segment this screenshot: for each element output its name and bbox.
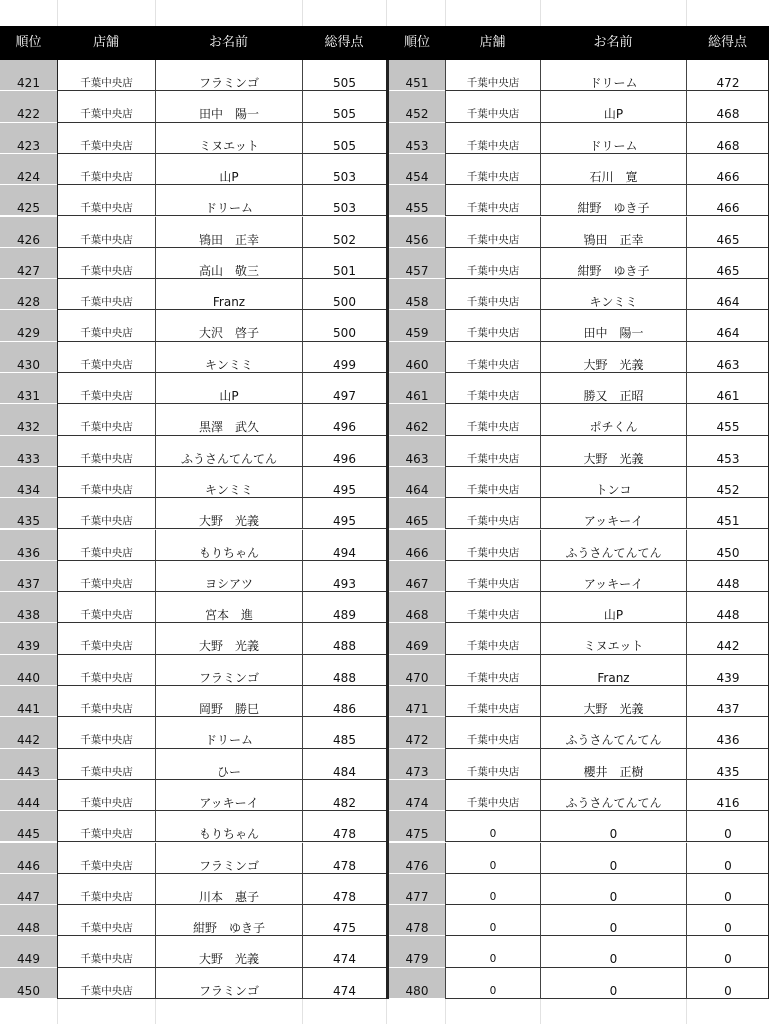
- store-cell: 千葉中央店: [57, 717, 155, 748]
- store-cell: 千葉中央店: [445, 749, 540, 780]
- name-cell: キンミミ: [155, 342, 302, 373]
- name-cell: 宮本 進: [155, 592, 302, 623]
- score-cell: 482: [302, 780, 386, 811]
- table-row: [0, 279, 769, 310]
- score-cell: 0: [686, 968, 769, 999]
- store-cell: 千葉中央店: [57, 780, 155, 811]
- score-cell: 466: [686, 185, 769, 216]
- score-cell: 466: [686, 154, 769, 185]
- rank-cell: 446: [0, 843, 57, 874]
- rank-cell: 437: [0, 561, 57, 592]
- store-cell: 千葉中央店: [57, 623, 155, 654]
- name-cell: 山P: [540, 91, 686, 122]
- rank-cell: 431: [0, 373, 57, 404]
- score-cell: 0: [686, 936, 769, 967]
- store-cell: 0: [445, 874, 540, 905]
- store-cell: 千葉中央店: [57, 436, 155, 467]
- rank-cell: 461: [389, 373, 445, 404]
- table-row: [0, 248, 769, 279]
- score-cell: 465: [686, 248, 769, 279]
- score-cell: 505: [302, 60, 386, 91]
- name-cell: 山P: [155, 154, 302, 185]
- store-cell: 千葉中央店: [445, 373, 540, 404]
- header-score: 総得点: [707, 35, 747, 50]
- rank-cell: 438: [0, 592, 57, 623]
- score-cell: 451: [686, 498, 769, 529]
- rank-cell: 422: [0, 91, 57, 122]
- name-cell: 田中 陽一: [155, 91, 302, 122]
- name-cell: 大野 光義: [155, 498, 302, 529]
- rank-cell: 433: [0, 436, 57, 467]
- store-cell: 千葉中央店: [57, 248, 155, 279]
- name-cell: 川本 惠子: [155, 874, 302, 905]
- table-row: [0, 936, 769, 967]
- store-cell: 千葉中央店: [445, 592, 540, 623]
- score-cell: 416: [686, 780, 769, 811]
- rank-cell: 428: [0, 279, 57, 310]
- rank-cell: 439: [0, 623, 57, 654]
- rank-cell: 456: [389, 217, 445, 248]
- table-row: [0, 655, 769, 686]
- rank-cell: 474: [389, 780, 445, 811]
- score-cell: 478: [302, 843, 386, 874]
- score-cell: 0: [686, 843, 769, 874]
- score-cell: 484: [302, 749, 386, 780]
- name-cell: Franz: [540, 655, 686, 686]
- score-cell: 448: [686, 561, 769, 592]
- rank-cell: 430: [0, 342, 57, 373]
- store-cell: 千葉中央店: [57, 655, 155, 686]
- rank-cell: 468: [389, 592, 445, 623]
- table-row: [0, 561, 769, 592]
- store-cell: 千葉中央店: [57, 123, 155, 154]
- store-cell: 千葉中央店: [57, 310, 155, 341]
- table-row: [0, 60, 769, 91]
- score-cell: 500: [302, 310, 386, 341]
- score-cell: 488: [302, 655, 386, 686]
- name-cell: 石川 寛: [540, 154, 686, 185]
- name-cell: もりちゃん: [155, 530, 302, 561]
- rank-cell: 464: [389, 467, 445, 498]
- store-cell: 千葉中央店: [445, 655, 540, 686]
- name-cell: 大野 光義: [540, 342, 686, 373]
- table-row: [0, 843, 769, 874]
- rank-cell: 440: [0, 655, 57, 686]
- name-cell: ふうさんてんてん: [540, 717, 686, 748]
- name-cell: ふうさんてんてん: [540, 780, 686, 811]
- name-cell: 大野 光義: [155, 936, 302, 967]
- name-cell: 山P: [540, 592, 686, 623]
- store-cell: 千葉中央店: [57, 373, 155, 404]
- rank-cell: 421: [0, 60, 57, 91]
- store-cell: 千葉中央店: [445, 623, 540, 654]
- header-name: お名前: [593, 35, 633, 50]
- score-cell: 478: [302, 874, 386, 905]
- rank-cell: 448: [0, 905, 57, 936]
- score-cell: 505: [302, 91, 386, 122]
- store-cell: 千葉中央店: [57, 60, 155, 91]
- score-cell: 472: [686, 60, 769, 91]
- rank-cell: 462: [389, 404, 445, 435]
- name-cell: 0: [540, 843, 686, 874]
- rank-cell: 472: [389, 717, 445, 748]
- score-cell: 468: [686, 123, 769, 154]
- name-cell: 大野 光義: [540, 686, 686, 717]
- score-cell: 452: [686, 467, 769, 498]
- rank-cell: 426: [0, 217, 57, 248]
- score-cell: 495: [302, 498, 386, 529]
- table-row: [0, 749, 769, 780]
- store-cell: 千葉中央店: [445, 185, 540, 216]
- rank-cell: 425: [0, 185, 57, 216]
- name-cell: 高山 敬三: [155, 248, 302, 279]
- rank-cell: 478: [389, 905, 445, 936]
- store-cell: 千葉中央店: [57, 404, 155, 435]
- store-cell: 千葉中央店: [445, 279, 540, 310]
- rank-cell: 475: [389, 811, 445, 842]
- store-cell: 千葉中央店: [57, 843, 155, 874]
- name-cell: アッキーイ: [540, 498, 686, 529]
- store-cell: 千葉中央店: [57, 498, 155, 529]
- table-row: [0, 217, 769, 248]
- rank-cell: 435: [0, 498, 57, 529]
- score-cell: 442: [686, 623, 769, 654]
- store-cell: 千葉中央店: [57, 811, 155, 842]
- name-cell: 紺野 ゆき子: [540, 248, 686, 279]
- rank-cell: 444: [0, 780, 57, 811]
- score-cell: 453: [686, 436, 769, 467]
- rank-cell: 477: [389, 874, 445, 905]
- score-cell: 0: [686, 874, 769, 905]
- score-cell: 463: [686, 342, 769, 373]
- store-cell: 千葉中央店: [445, 217, 540, 248]
- store-cell: 千葉中央店: [445, 467, 540, 498]
- column-divider: [386, 60, 389, 999]
- score-cell: 493: [302, 561, 386, 592]
- rank-cell: 450: [0, 968, 57, 999]
- header-score: 総得点: [324, 35, 364, 50]
- score-cell: 439: [686, 655, 769, 686]
- rank-cell: 453: [389, 123, 445, 154]
- rank-cell: 441: [0, 686, 57, 717]
- name-cell: 鴇田 正幸: [155, 217, 302, 248]
- name-cell: フラミンゴ: [155, 968, 302, 999]
- store-cell: 千葉中央店: [57, 185, 155, 216]
- rank-cell: 436: [0, 530, 57, 561]
- score-cell: 0: [686, 905, 769, 936]
- score-cell: 474: [302, 936, 386, 967]
- store-cell: 千葉中央店: [57, 91, 155, 122]
- store-cell: 0: [445, 811, 540, 842]
- name-cell: 大野 光義: [155, 623, 302, 654]
- table-border: [57, 60, 58, 999]
- name-cell: ドリーム: [540, 60, 686, 91]
- table-row: [0, 91, 769, 122]
- name-cell: アッキーイ: [155, 780, 302, 811]
- header-store: 店舗: [479, 35, 506, 50]
- name-cell: キンミミ: [540, 279, 686, 310]
- rank-cell: 423: [0, 123, 57, 154]
- score-cell: 496: [302, 404, 386, 435]
- rank-cell: 447: [0, 874, 57, 905]
- rank-cell: 465: [389, 498, 445, 529]
- score-cell: 468: [686, 91, 769, 122]
- name-cell: 岡野 勝巳: [155, 686, 302, 717]
- name-cell: ふうさんてんてん: [155, 436, 302, 467]
- score-cell: 485: [302, 717, 386, 748]
- store-cell: 千葉中央店: [445, 780, 540, 811]
- table-row: [0, 968, 769, 999]
- rank-cell: 479: [389, 936, 445, 967]
- header-rank: 順位: [15, 35, 42, 50]
- store-cell: 0: [445, 936, 540, 967]
- rank-cell: 459: [389, 310, 445, 341]
- rank-cell: 480: [389, 968, 445, 999]
- rank-cell: 473: [389, 749, 445, 780]
- table-row: [0, 874, 769, 905]
- name-cell: ポチくん: [540, 404, 686, 435]
- rank-cell: 470: [389, 655, 445, 686]
- name-cell: ミヌエット: [155, 123, 302, 154]
- store-cell: 千葉中央店: [445, 530, 540, 561]
- store-cell: 千葉中央店: [57, 686, 155, 717]
- store-cell: 千葉中央店: [445, 154, 540, 185]
- store-cell: 0: [445, 905, 540, 936]
- rank-cell: 443: [0, 749, 57, 780]
- header-row: [0, 26, 769, 60]
- name-cell: トンコ: [540, 467, 686, 498]
- store-cell: 千葉中央店: [57, 154, 155, 185]
- name-cell: 大野 光義: [540, 436, 686, 467]
- store-cell: 0: [445, 968, 540, 999]
- name-cell: 紺野 ゆき子: [155, 905, 302, 936]
- score-cell: 465: [686, 217, 769, 248]
- rank-cell: 458: [389, 279, 445, 310]
- name-cell: 大沢 啓子: [155, 310, 302, 341]
- name-cell: 勝又 正昭: [540, 373, 686, 404]
- score-cell: 464: [686, 279, 769, 310]
- rank-cell: 476: [389, 843, 445, 874]
- store-cell: 千葉中央店: [445, 91, 540, 122]
- rank-cell: 434: [0, 467, 57, 498]
- rank-cell: 449: [0, 936, 57, 967]
- name-cell: もりちゃん: [155, 811, 302, 842]
- store-cell: 千葉中央店: [445, 404, 540, 435]
- store-cell: 千葉中央店: [445, 498, 540, 529]
- score-cell: 437: [686, 686, 769, 717]
- name-cell: ふうさんてんてん: [540, 530, 686, 561]
- name-cell: キンミミ: [155, 467, 302, 498]
- name-cell: フラミンゴ: [155, 843, 302, 874]
- score-cell: 497: [302, 373, 386, 404]
- table-row: [0, 780, 769, 811]
- table-row: [0, 623, 769, 654]
- name-cell: ひー: [155, 749, 302, 780]
- name-cell: 鴇田 正幸: [540, 217, 686, 248]
- name-cell: 田中 陽一: [540, 310, 686, 341]
- score-cell: 501: [302, 248, 386, 279]
- store-cell: 千葉中央店: [57, 279, 155, 310]
- rank-cell: 424: [0, 154, 57, 185]
- table-row: [0, 811, 769, 842]
- rank-cell: 455: [389, 185, 445, 216]
- score-cell: 488: [302, 623, 386, 654]
- rank-cell: 442: [0, 717, 57, 748]
- rank-cell: 460: [389, 342, 445, 373]
- name-cell: Franz: [155, 279, 302, 310]
- table-row: [0, 342, 769, 373]
- store-cell: 千葉中央店: [57, 561, 155, 592]
- store-cell: 0: [445, 843, 540, 874]
- table-row: [0, 467, 769, 498]
- table-row: [0, 310, 769, 341]
- rank-cell: 469: [389, 623, 445, 654]
- header-store: 店舗: [92, 35, 119, 50]
- rank-cell: 463: [389, 436, 445, 467]
- name-cell: 黒澤 武久: [155, 404, 302, 435]
- rank-cell: 471: [389, 686, 445, 717]
- table-row: [0, 373, 769, 404]
- name-cell: 紺野 ゆき子: [540, 185, 686, 216]
- store-cell: 千葉中央店: [57, 936, 155, 967]
- store-cell: 千葉中央店: [445, 561, 540, 592]
- name-cell: 山P: [155, 373, 302, 404]
- name-cell: ドリーム: [155, 185, 302, 216]
- score-cell: 489: [302, 592, 386, 623]
- score-cell: 455: [686, 404, 769, 435]
- score-cell: 448: [686, 592, 769, 623]
- table-row: [0, 592, 769, 623]
- header-rank: 順位: [403, 35, 430, 50]
- store-cell: 千葉中央店: [445, 60, 540, 91]
- store-cell: 千葉中央店: [57, 592, 155, 623]
- name-cell: 0: [540, 968, 686, 999]
- name-cell: ヨシアツ: [155, 561, 302, 592]
- rank-cell: 467: [389, 561, 445, 592]
- score-cell: 461: [686, 373, 769, 404]
- score-cell: 486: [302, 686, 386, 717]
- table-row: [0, 123, 769, 154]
- name-cell: 0: [540, 905, 686, 936]
- store-cell: 千葉中央店: [57, 217, 155, 248]
- score-cell: 500: [302, 279, 386, 310]
- store-cell: 千葉中央店: [445, 686, 540, 717]
- store-cell: 千葉中央店: [445, 310, 540, 341]
- header-name: お名前: [208, 35, 248, 50]
- store-cell: 千葉中央店: [57, 968, 155, 999]
- score-cell: 478: [302, 811, 386, 842]
- score-cell: 496: [302, 436, 386, 467]
- rank-cell: 457: [389, 248, 445, 279]
- table-row: [0, 185, 769, 216]
- table-row: [0, 436, 769, 467]
- store-cell: 千葉中央店: [445, 123, 540, 154]
- score-cell: 503: [302, 185, 386, 216]
- score-cell: 499: [302, 342, 386, 373]
- table-row: [0, 154, 769, 185]
- score-cell: 505: [302, 123, 386, 154]
- store-cell: 千葉中央店: [445, 342, 540, 373]
- name-cell: 0: [540, 936, 686, 967]
- score-cell: 474: [302, 968, 386, 999]
- table-row: [0, 498, 769, 529]
- score-cell: 495: [302, 467, 386, 498]
- score-cell: 435: [686, 749, 769, 780]
- name-cell: 0: [540, 811, 686, 842]
- name-cell: ミヌエット: [540, 623, 686, 654]
- rank-cell: 445: [0, 811, 57, 842]
- score-cell: 494: [302, 530, 386, 561]
- score-cell: 502: [302, 217, 386, 248]
- store-cell: 千葉中央店: [57, 874, 155, 905]
- store-cell: 千葉中央店: [445, 248, 540, 279]
- name-cell: フラミンゴ: [155, 60, 302, 91]
- score-cell: 503: [302, 154, 386, 185]
- score-cell: 475: [302, 905, 386, 936]
- store-cell: 千葉中央店: [445, 436, 540, 467]
- score-cell: 464: [686, 310, 769, 341]
- rank-cell: 452: [389, 91, 445, 122]
- store-cell: 千葉中央店: [445, 717, 540, 748]
- score-cell: 0: [686, 811, 769, 842]
- name-cell: アッキーイ: [540, 561, 686, 592]
- table-row: [0, 686, 769, 717]
- rank-cell: 451: [389, 60, 445, 91]
- table-row: [0, 404, 769, 435]
- rank-cell: 427: [0, 248, 57, 279]
- name-cell: 0: [540, 874, 686, 905]
- table-row: [0, 530, 769, 561]
- table-row: [0, 717, 769, 748]
- name-cell: 櫻井 正樹: [540, 749, 686, 780]
- store-cell: 千葉中央店: [57, 749, 155, 780]
- store-cell: 千葉中央店: [57, 467, 155, 498]
- store-cell: 千葉中央店: [57, 905, 155, 936]
- score-cell: 450: [686, 530, 769, 561]
- rank-cell: 432: [0, 404, 57, 435]
- rank-cell: 466: [389, 530, 445, 561]
- store-cell: 千葉中央店: [57, 530, 155, 561]
- score-cell: 436: [686, 717, 769, 748]
- name-cell: フラミンゴ: [155, 655, 302, 686]
- rank-cell: 429: [0, 310, 57, 341]
- table-row: [0, 905, 769, 936]
- name-cell: ドリーム: [540, 123, 686, 154]
- store-cell: 千葉中央店: [57, 342, 155, 373]
- name-cell: ドリーム: [155, 717, 302, 748]
- rank-cell: 454: [389, 154, 445, 185]
